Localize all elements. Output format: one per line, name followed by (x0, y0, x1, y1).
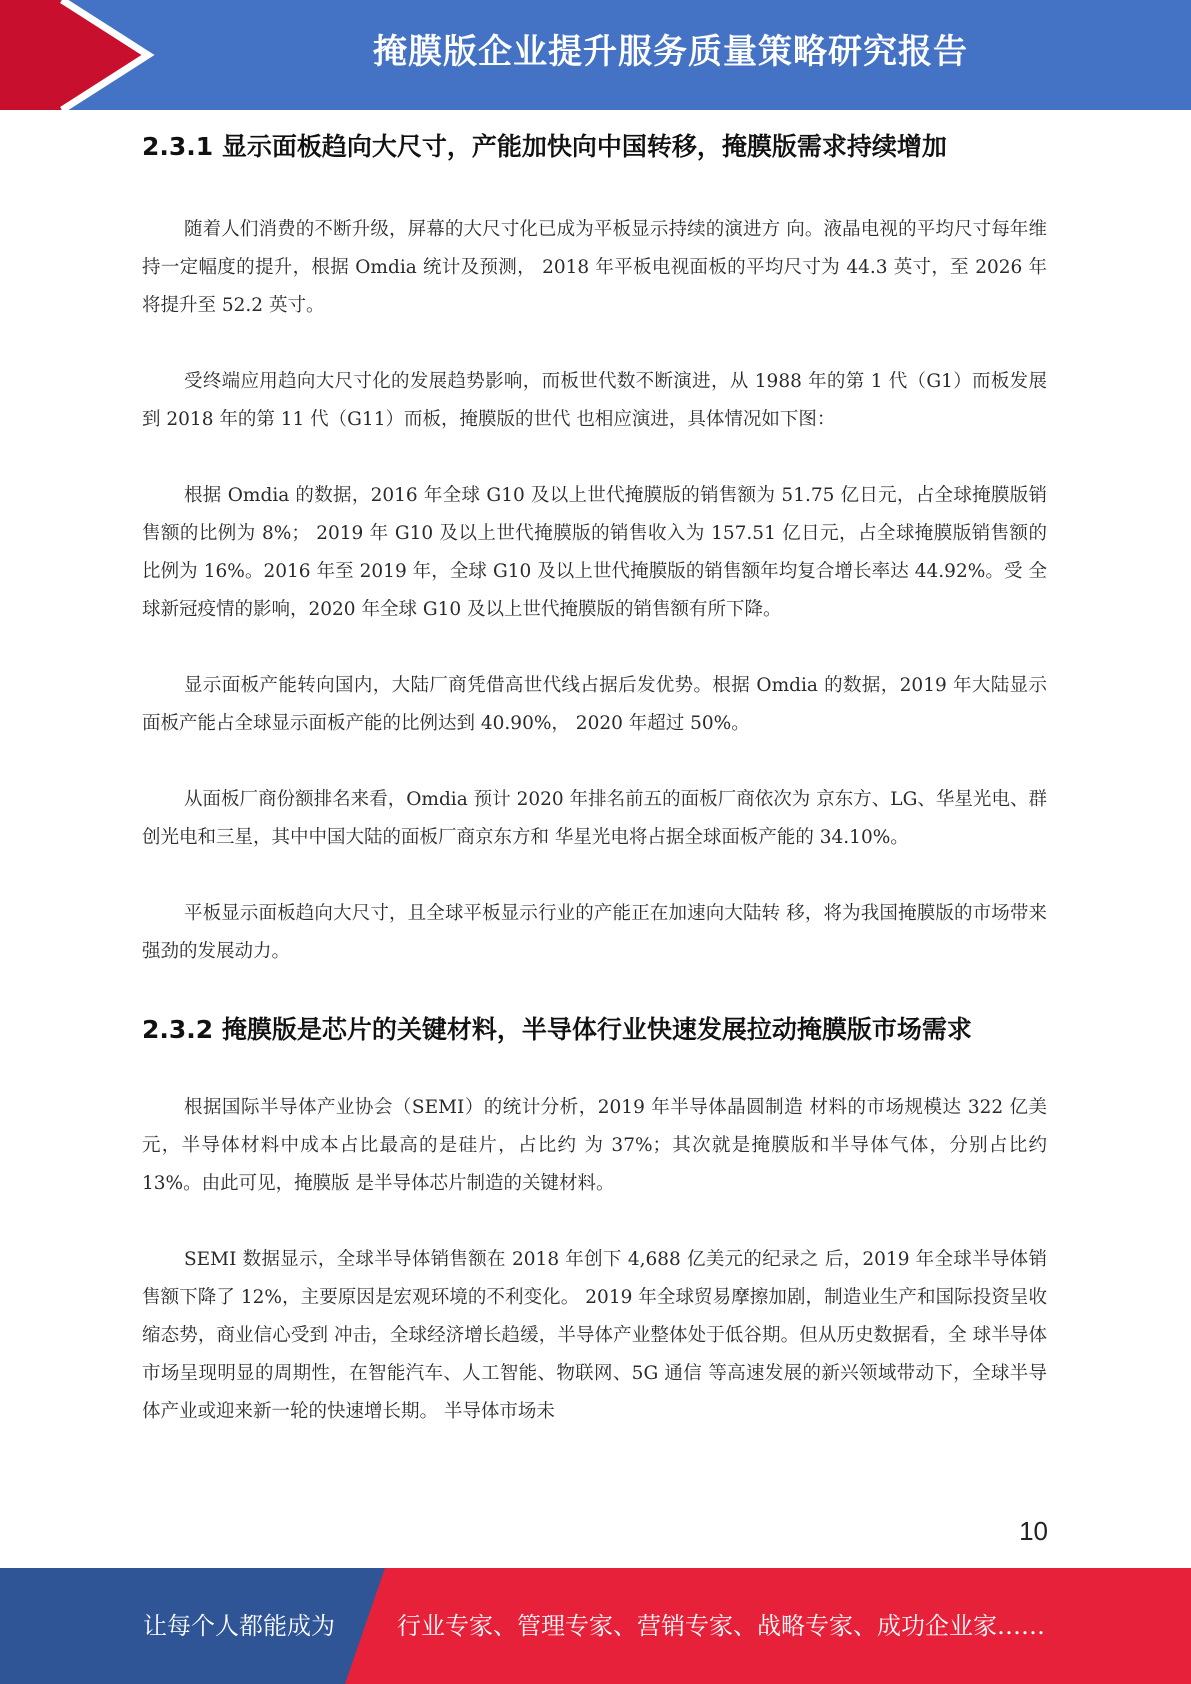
page-footer (0, 1568, 1191, 1684)
document-body (142, 128, 1047, 1431)
paragraph: 随着人们消费的不断升级，屏幕的大尺寸化已成为平板显示持续的演进方 向。液晶电视的平均尺寸每年维持一定幅度的提升，根据 Omdia 统计及预测， 2018 年平板电视面板的平均尺寸为 44.3 英寸，至 2026 年将提升至 52.2 英寸。 (142, 219, 1047, 316)
document-title: 掩膜版企业提升服务质量策略研究报告 (373, 32, 968, 72)
footer-slogan-right: 行业专家、管理专家、营销专家、战略专家、成功企业家…… (397, 1612, 1045, 1640)
section-heading: 2.3.1 显示面板趋向大尺寸，产能加快向中国转移，掩膜版需求持续增加 (142, 132, 947, 161)
paragraph: 受终端应用趋向大尺寸化的发展趋势影响，而板世代数不断演进，从 1988 年的第 1 代（G1）而板发展到 2018 年的第 11 代（G11）而板，掩膜版的世代 也相应演进，具体情况如下图： (142, 371, 1047, 430)
footer-slogan-left: 让每个人都能成为 (143, 1612, 335, 1640)
paragraph: 平板显示面板趋向大尺寸，且全球平板显示行业的产能正在加速向大陆转 移，将为我国掩膜版的市场带来强劲的发展动力。 (142, 903, 1047, 962)
section-heading: 2.3.2 掩膜版是芯片的关键材料，半导体行业快速发展拉动掩膜版市场需求 (142, 1015, 972, 1044)
paragraph: 显示面板产能转向国内，大陆厂商凭借高世代线占据后发优势。根据 Omdia 的数据，2019 年大陆显示面板产能占全球显示面板产能的比例达到 40.90%， 2020 年超过 50%。 (142, 675, 1047, 734)
paragraph: 根据 Omdia 的数据，2016 年全球 G10 及以上世代掩膜版的销售额为 51.75 亿日元，占全球掩膜版销售额的比例为 8%； 2019 年 G10 及以上世代掩膜版的销售收入为 157.51 亿日元，占全球掩膜版销售额的比例为 16%。2016 年至 2019 年，全球 G10 及以上世代掩膜版的销售额年均复合增长率达 44.92%。受 全球新冠疫情的影响，2020 年全球 G10 及以上世代掩膜版的销售额有所下降。 (142, 485, 1047, 620)
paragraph: SEMI 数据显示，全球半导体销售额在 2018 年创下 4,688 亿美元的纪录之 后，2019 年全球半导体销售额下降了 12%，主要原因是宏观环境的不利变化。 2019 年全球贸易摩擦加剧，制造业生产和国际投资呈收缩态势，商业信心受到 冲击，全球经济增长趋缓，半导体产业整体处于低谷期。但从历史数据看，全 球半导体市场呈现明显的周期性，在智能汽车、人工智能、物联网、5G 通信 等高速发展的新兴领域带动下，全球半导体产业或迎来新一轮的快速增长期。 半导体市场未 (142, 1249, 1047, 1422)
paragraph: 从面板厂商份额排名来看，Omdia 预计 2020 年排名前五的面板厂商依次为 京东方、LG、华星光电、群创光电和三星，其中中国大陆的面板厂商京东方和 华星光电将占据全球面板产能的 34.10%。 (142, 789, 1047, 848)
page-header (0, 0, 1191, 110)
paragraph: 根据国际半导体产业协会（SEMI）的统计分析，2019 年半导体晶圆制造 材料的市场规模达 322 亿美元，半导体材料中成本占比最高的是硅片，占比约 为 37%；其次就是掩膜版和半导体气体，分别占比约 13%。由此可见，掩膜版 是半导体芯片制造的关键材料。 (142, 1097, 1047, 1194)
page-number: 10 (1019, 1516, 1048, 1546)
